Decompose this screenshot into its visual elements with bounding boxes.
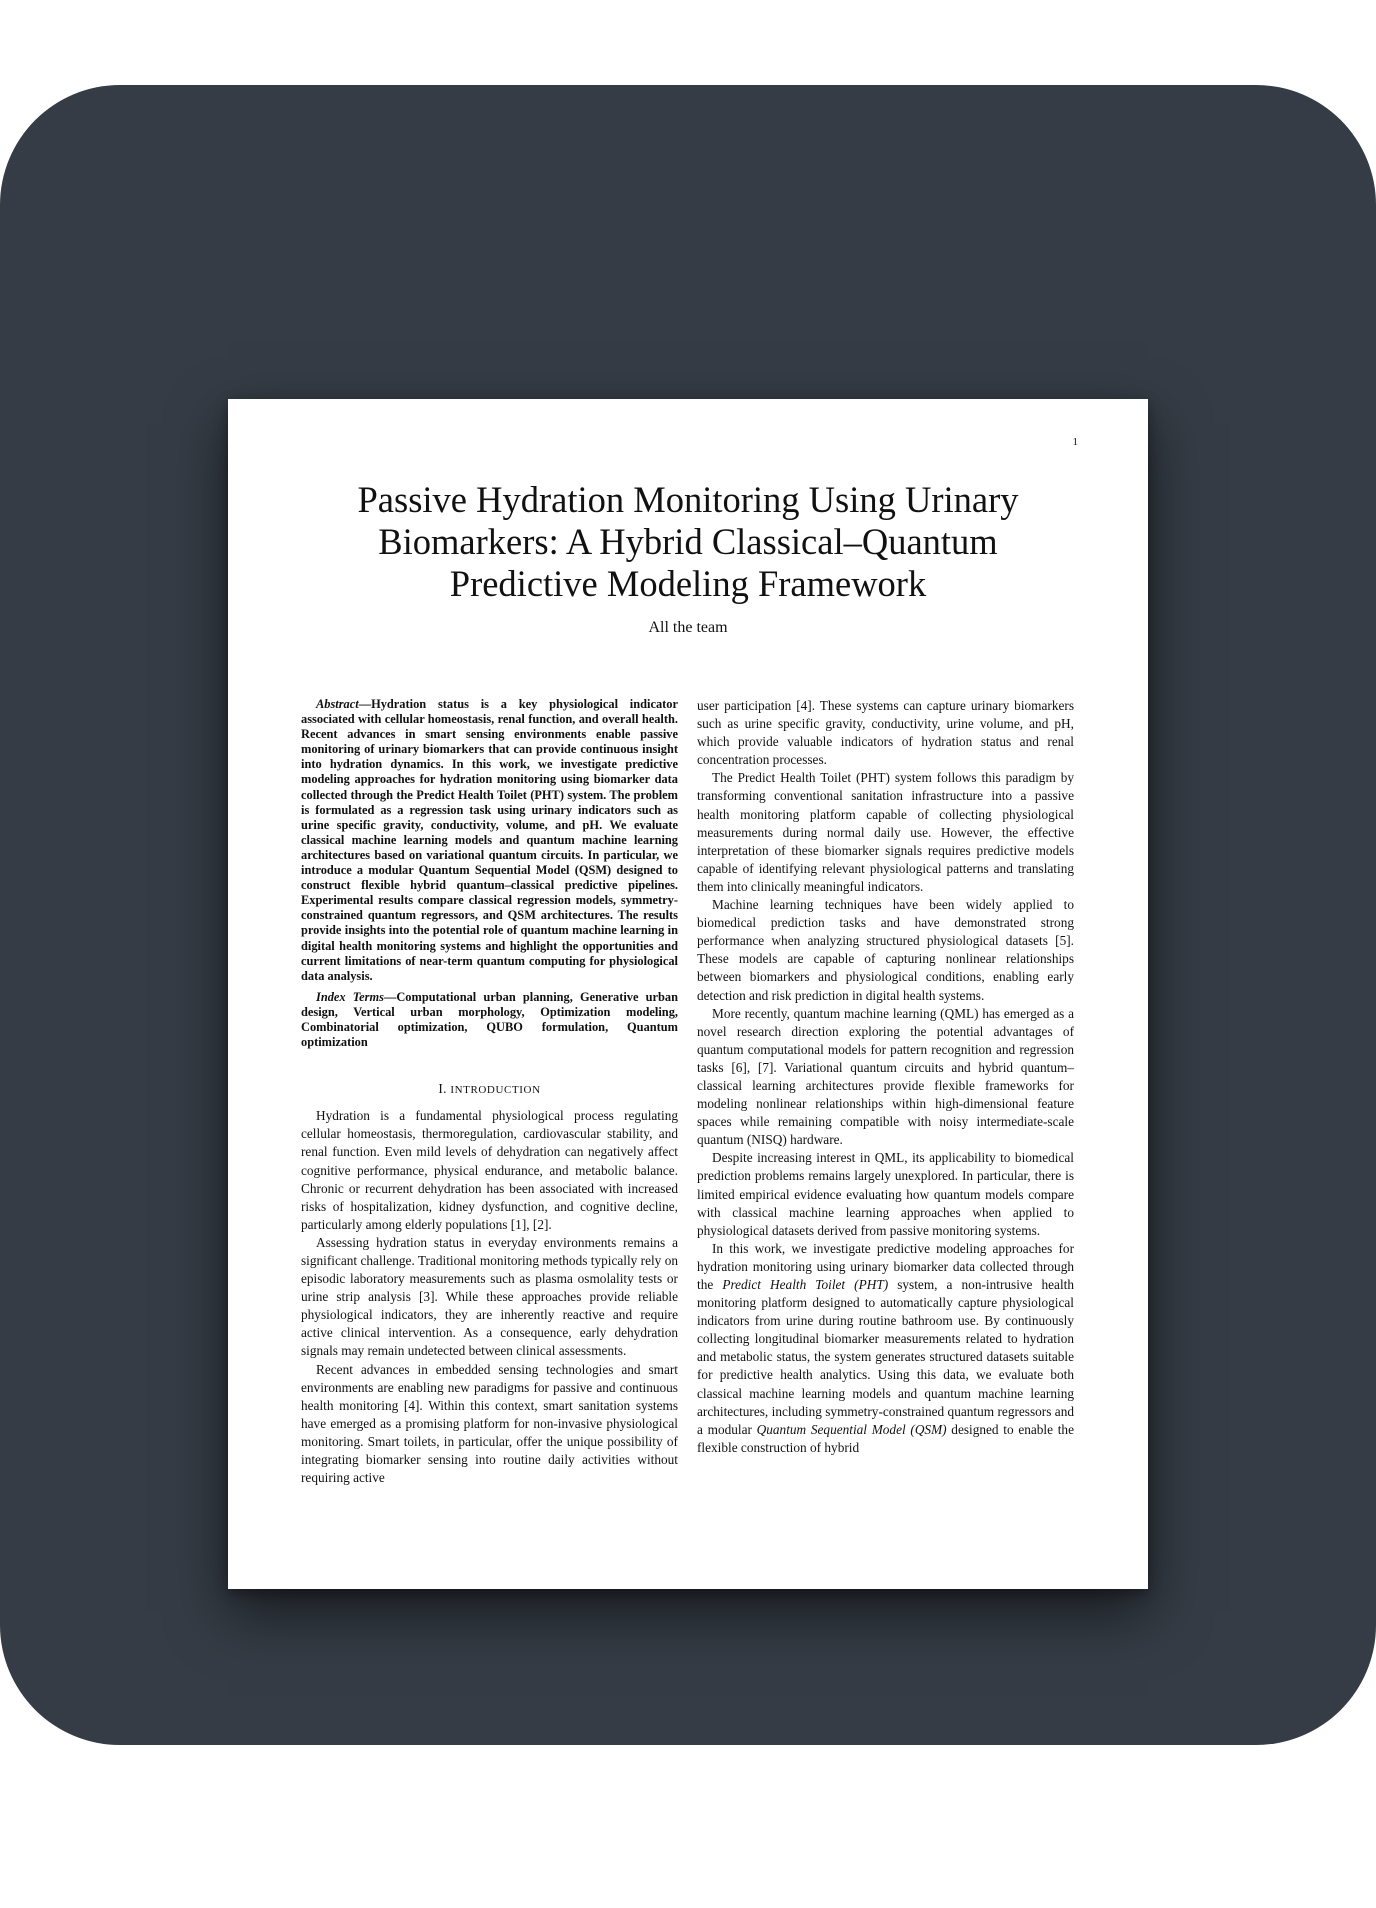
title-line: Predictive Modeling Framework: [449, 563, 927, 604]
paper-page: [228, 399, 1148, 1589]
paragraph: Machine learning techniques have been widely applied to biomedical prediction tasks and have demonstrated strong performance when analyzing structured physiological datasets [5]. These models are capable of capturing nonlinear relationships between biomarkers and physiological conditions, enabling early detection and risk prediction in digital health systems.: [697, 897, 1074, 1003]
title-line: Biomarkers: A Hybrid Classical–Quantum: [378, 521, 998, 562]
right-column: [697, 697, 1074, 1457]
index-terms-label: Index Terms: [316, 989, 384, 1004]
model-name: Quantum Sequential Model (QSM): [756, 1421, 947, 1437]
paragraph: Recent advances in embedded sensing technologies and smart environments are enabling new paradigms for passive and continuous health monitoring [4]. Within this context, smart sanitation systems have emerged as a promising platform for non-invasive physiological monitoring. Smart toilets, in particular, offer the unique possibility of integrating biomarker sensing into routine daily activities without requiring active: [301, 1361, 678, 1486]
section-number: I.: [438, 1081, 447, 1097]
abstract-label: Abstract: [316, 697, 359, 711]
paragraph: [697, 1240, 1074, 1457]
index-terms-text: —Computational urban planning, Generative urban design, Vertical urban morphology, Optimization modeling, Combinatorial optimization, QUBO formulation, Quantum optimization: [301, 989, 678, 1050]
paper-title: [288, 479, 1088, 605]
section-title: INTRODUCTION: [450, 1084, 541, 1097]
index-terms: [301, 990, 678, 1050]
author-line: All the team: [648, 619, 728, 636]
page-number: 1: [1072, 436, 1078, 448]
device-frame: [0, 85, 1376, 1745]
paragraph: user participation [4]. These systems can capture urinary biomarkers such as urine specific gravity, conductivity, urine volume, and pH, which provide valuable indicators of hydration status and renal concentration processes.: [697, 698, 1074, 768]
system-name: Predict Health Toilet (PHT): [722, 1277, 889, 1292]
paragraph: The Predict Health Toilet (PHT) system follows this paradigm by transforming conventional sanitation infrastructure into a passive health monitoring platform capable of collecting physiological measurements during normal daily use. However, the effective interpretation of these biomarker signals requires predictive models capable of identifying relevant physiological patterns and translating them into clinically meaningful indicators.: [697, 770, 1074, 894]
title-line: Passive Hydration Monitoring Using Urinary: [357, 479, 1019, 520]
paragraph: More recently, quantum machine learning (QML) has emerged as a novel research direction exploring the potential advantages of quantum computational models for pattern recognition and regression tasks [6], [7]. Variational quantum circuits and hybrid quantum–classical learning architectures provide flexible frameworks for modeling nonlinear relationships within high-dimensional feature spaces while remaining compatible with noisy intermediate-scale quantum (NISQ) hardware.: [697, 1005, 1074, 1148]
paragraph: Despite increasing interest in QML, its applicability to biomedical prediction problems remains largely unexplored. In particular, there is limited empirical evidence evaluating how quantum models compare with classical machine learning approaches when applied to physiological datasets derived from passive monitoring systems.: [697, 1150, 1074, 1238]
text-run: designed to enable the flexible construction of hybrid: [697, 1421, 1074, 1455]
paragraph: Hydration is a fundamental physiological process regulating cellular homeostasis, thermoregulation, cardiovascular stability, and renal function. Even mild levels of dehydration can negatively affect cognitive performance, physical endurance, and metabolic balance. Chronic or recurrent dehydration has been associated with increased risks of hospitalization, kidney dysfunction, and cognitive decline, particularly among elderly populations [1], [2].: [301, 1108, 678, 1232]
abstract: [301, 697, 678, 984]
text-run: system, a non-intrusive health monitoring platform designed to automatically capture physiological indicators from urine during routine bathroom use. By continuously collecting longitudinal biomarker measurements related to hydration and metabolic status, the system generates structured datasets suitable for predictive health analytics. Using this data, we evaluate both classical machine learning models and quantum machine learning architectures, including symmetry-constrained quantum regressors and a modular: [697, 1277, 1074, 1437]
text-run: In this work, we investigate predictive modeling approaches for hydration monitoring using urinary biomarker data collected through the: [697, 1240, 1074, 1292]
abstract-text: —Hydration status is a key physiological indicator associated with cellular homeostasis, renal function, and overall health. Recent advances in smart sensing environments enable passive monitoring of urinary biomarkers that can provide continuous insight into hydration dynamics. In this work, we investigate predictive modeling approaches for hydration monitoring using biomarker data collected through the Predict Health Toilet (PHT) system. The problem is formulated as a regression task using urinary indicators such as urine specific gravity, conductivity, volume, and pH. We evaluate classical machine learning models and quantum machine learning architectures based on variational quantum circuits. In particular, we introduce a modular Quantum Sequential Model (QSM) designed to construct flexible hybrid quantum–classical predictive pipelines. Experimental results compare classical regression models, symmetry-constrained quantum regressors, and QSM architectures. The results provide insights into the potential role of quantum machine learning in digital health monitoring systems and highlight the opportunities and current limitations of near-term quantum computing for physiological data analysis.: [301, 697, 678, 983]
section-heading: [301, 1080, 678, 1099]
left-column: [301, 697, 678, 1487]
paragraph: Assessing hydration status in everyday environments remains a significant challenge. Traditional monitoring methods typically rely on episodic laboratory measurements such as plasma osmolality tests or urine strip analysis [3]. While these approaches provide reliable physiological indicators, they are inherently reactive and require active clinical intervention. As a consequence, early dehydration signals may remain undetected between clinical assessments.: [301, 1234, 678, 1359]
